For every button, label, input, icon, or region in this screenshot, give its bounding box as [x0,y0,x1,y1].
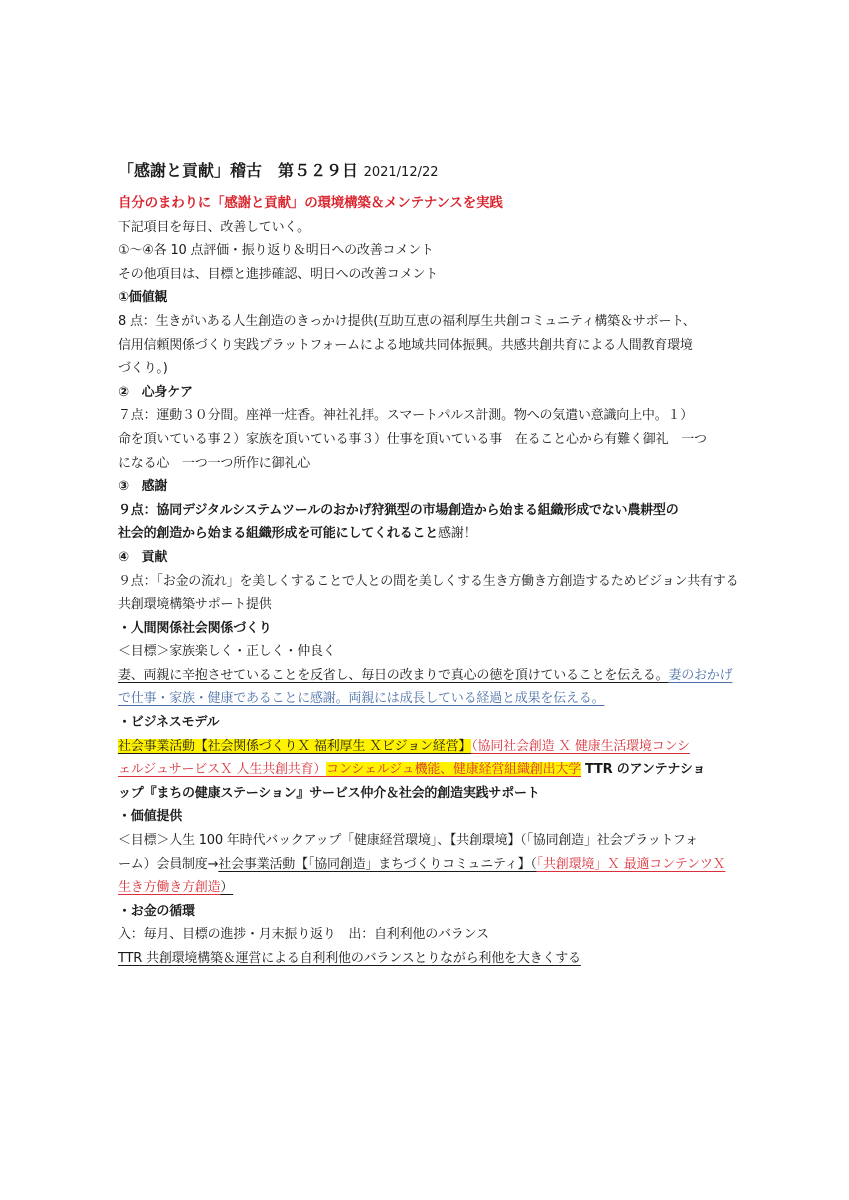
gratitude-line: ９点：協同デジタルシステムツールのおかげ狩猟型の市場創造から始まる組織形成でない農耕型の [118,502,679,518]
mindbody-line: になる心 一つ一つ所作に御礼心 [118,455,311,471]
value-offer-line [118,876,738,900]
business-highlight-text: 社会事業活動【社会関係づくりＸ 福利厚生 Ｘビジョン経営】 [118,738,472,754]
value-offer-normal-text: ーム）会員制度→ [118,856,219,872]
section-heading-business: ・ビジネスモデル [118,715,220,731]
intro-line: その他項目は、目標と進捗確認、明日への改善コメント [118,266,439,282]
relationships-line [118,664,738,688]
document-title [118,158,738,184]
value-offer-red-text: 生き方働き方創造 [118,880,221,896]
business-bold-text: TTR のアンテナショ [584,762,706,778]
section-heading-contribution: ④ 貢献 [118,549,168,565]
value-offer-red-text: 「共創環境」Ｘ 最適コンテンツＸ [536,856,726,872]
contribution-line: ９点：「お金の流れ」を美しくすることで人との間を美しくする生き方働き方創造するためビジョン共有する [118,573,739,589]
money-line: 入：毎月、目標の進捗・月末振り返り 出：自利利他のバランス [118,927,489,943]
intro-line: ①～④各 10 点評価・振り返り＆明日への改善コメント [118,243,434,259]
gratitude-bold-text: 社会的創造から始まる組織形成を可能にしてくれること [118,526,439,542]
title-main: 「感謝と貢献」稽古 第５２９日 [118,161,359,180]
relationships-goal: ＜目標＞家族楽しく・正しく・仲良く [118,644,336,660]
section-heading-relationships: ・人間関係社会関係づくり [118,620,272,636]
values-line: づくり。) [118,361,168,377]
contribution-line: 共創環境構築サポート提供 [118,597,272,613]
title-date: 2021/12/22 [363,165,439,180]
section-heading-mindbody: ② 心身ケア [118,384,193,400]
section-heading-values: ①価値観 [118,290,168,306]
relationships-blue-text: 妻のおかげ [668,667,733,683]
business-red-text: ェルジュサービスＸ 人生共創共育） [118,762,327,778]
business-line [118,735,738,759]
section-heading-money: ・お金の循環 [118,903,195,919]
values-line: 8 点：生きがいある人生創造のきっかけ提供(互助互恵の福利厚生共創コミュニティ構築＆サポート、 [118,313,696,329]
relationships-black-text: 妻、両親に辛抱させていることを反省し、毎日の改まりで真心の徳を頂けていることを伝える。 [118,667,669,683]
business-red-text: （協同社会創造 Ｘ 健康生活環境コンシ [471,738,690,754]
section-heading-gratitude: ③ 感謝 [118,479,168,495]
intro-line: 下記項目を毎日、改善していく。 [118,219,310,235]
gratitude-normal-text: 感謝！ [438,526,477,542]
mindbody-line: 命を頂いている事２）家族を頂いている事３）仕事を頂いている事 在ること心から有難く御礼 一つ [118,431,707,447]
values-line: 信用信頼関係づくり実践プラットフォームによる地域共同体振興。共感共創共育による人間教育環境 [118,337,693,353]
money-line [118,947,738,971]
section-heading-value-offer: ・価値提供 [118,809,183,825]
money-underline-text: TTR 共創環境構築＆運営による自利利他のバランスとりながら利他を大きくする [118,951,581,966]
value-offer-tail-text: ） [220,880,234,896]
document-page [118,158,738,971]
mindbody-line: ７点：運動３０分間。座禅一炷香。神社礼拝。スマートパルス計測。物への気遣い意識向上中。１） [118,408,694,424]
value-offer-underline-text: 社会事業活動【「協同創造」まちづくりコミュニティ】（ [218,856,537,872]
gratitude-line [118,522,738,546]
business-highlight-red-text: コンシェルジュ機能、健康経営組織創出大学 [326,762,581,778]
business-line [118,758,738,782]
value-offer-line: ＜目標＞人生 100 年時代バックアップ「健康経営環境」、【共創環境】（「協同創造」社会プラットフォ [118,833,698,849]
business-line: ップ『まちの健康ステーション』サービス仲介＆社会的創造実践サポート [118,785,540,801]
subtitle: 自分のまわりに「感謝と貢献」の環境構築＆メンテナンスを実践 [118,195,503,211]
value-offer-line [118,853,738,877]
relationships-line [118,687,738,711]
relationships-blue-text: で仕事・家族・健康であることに感謝。両親には成長している経過と成果を伝える。 [118,691,605,707]
